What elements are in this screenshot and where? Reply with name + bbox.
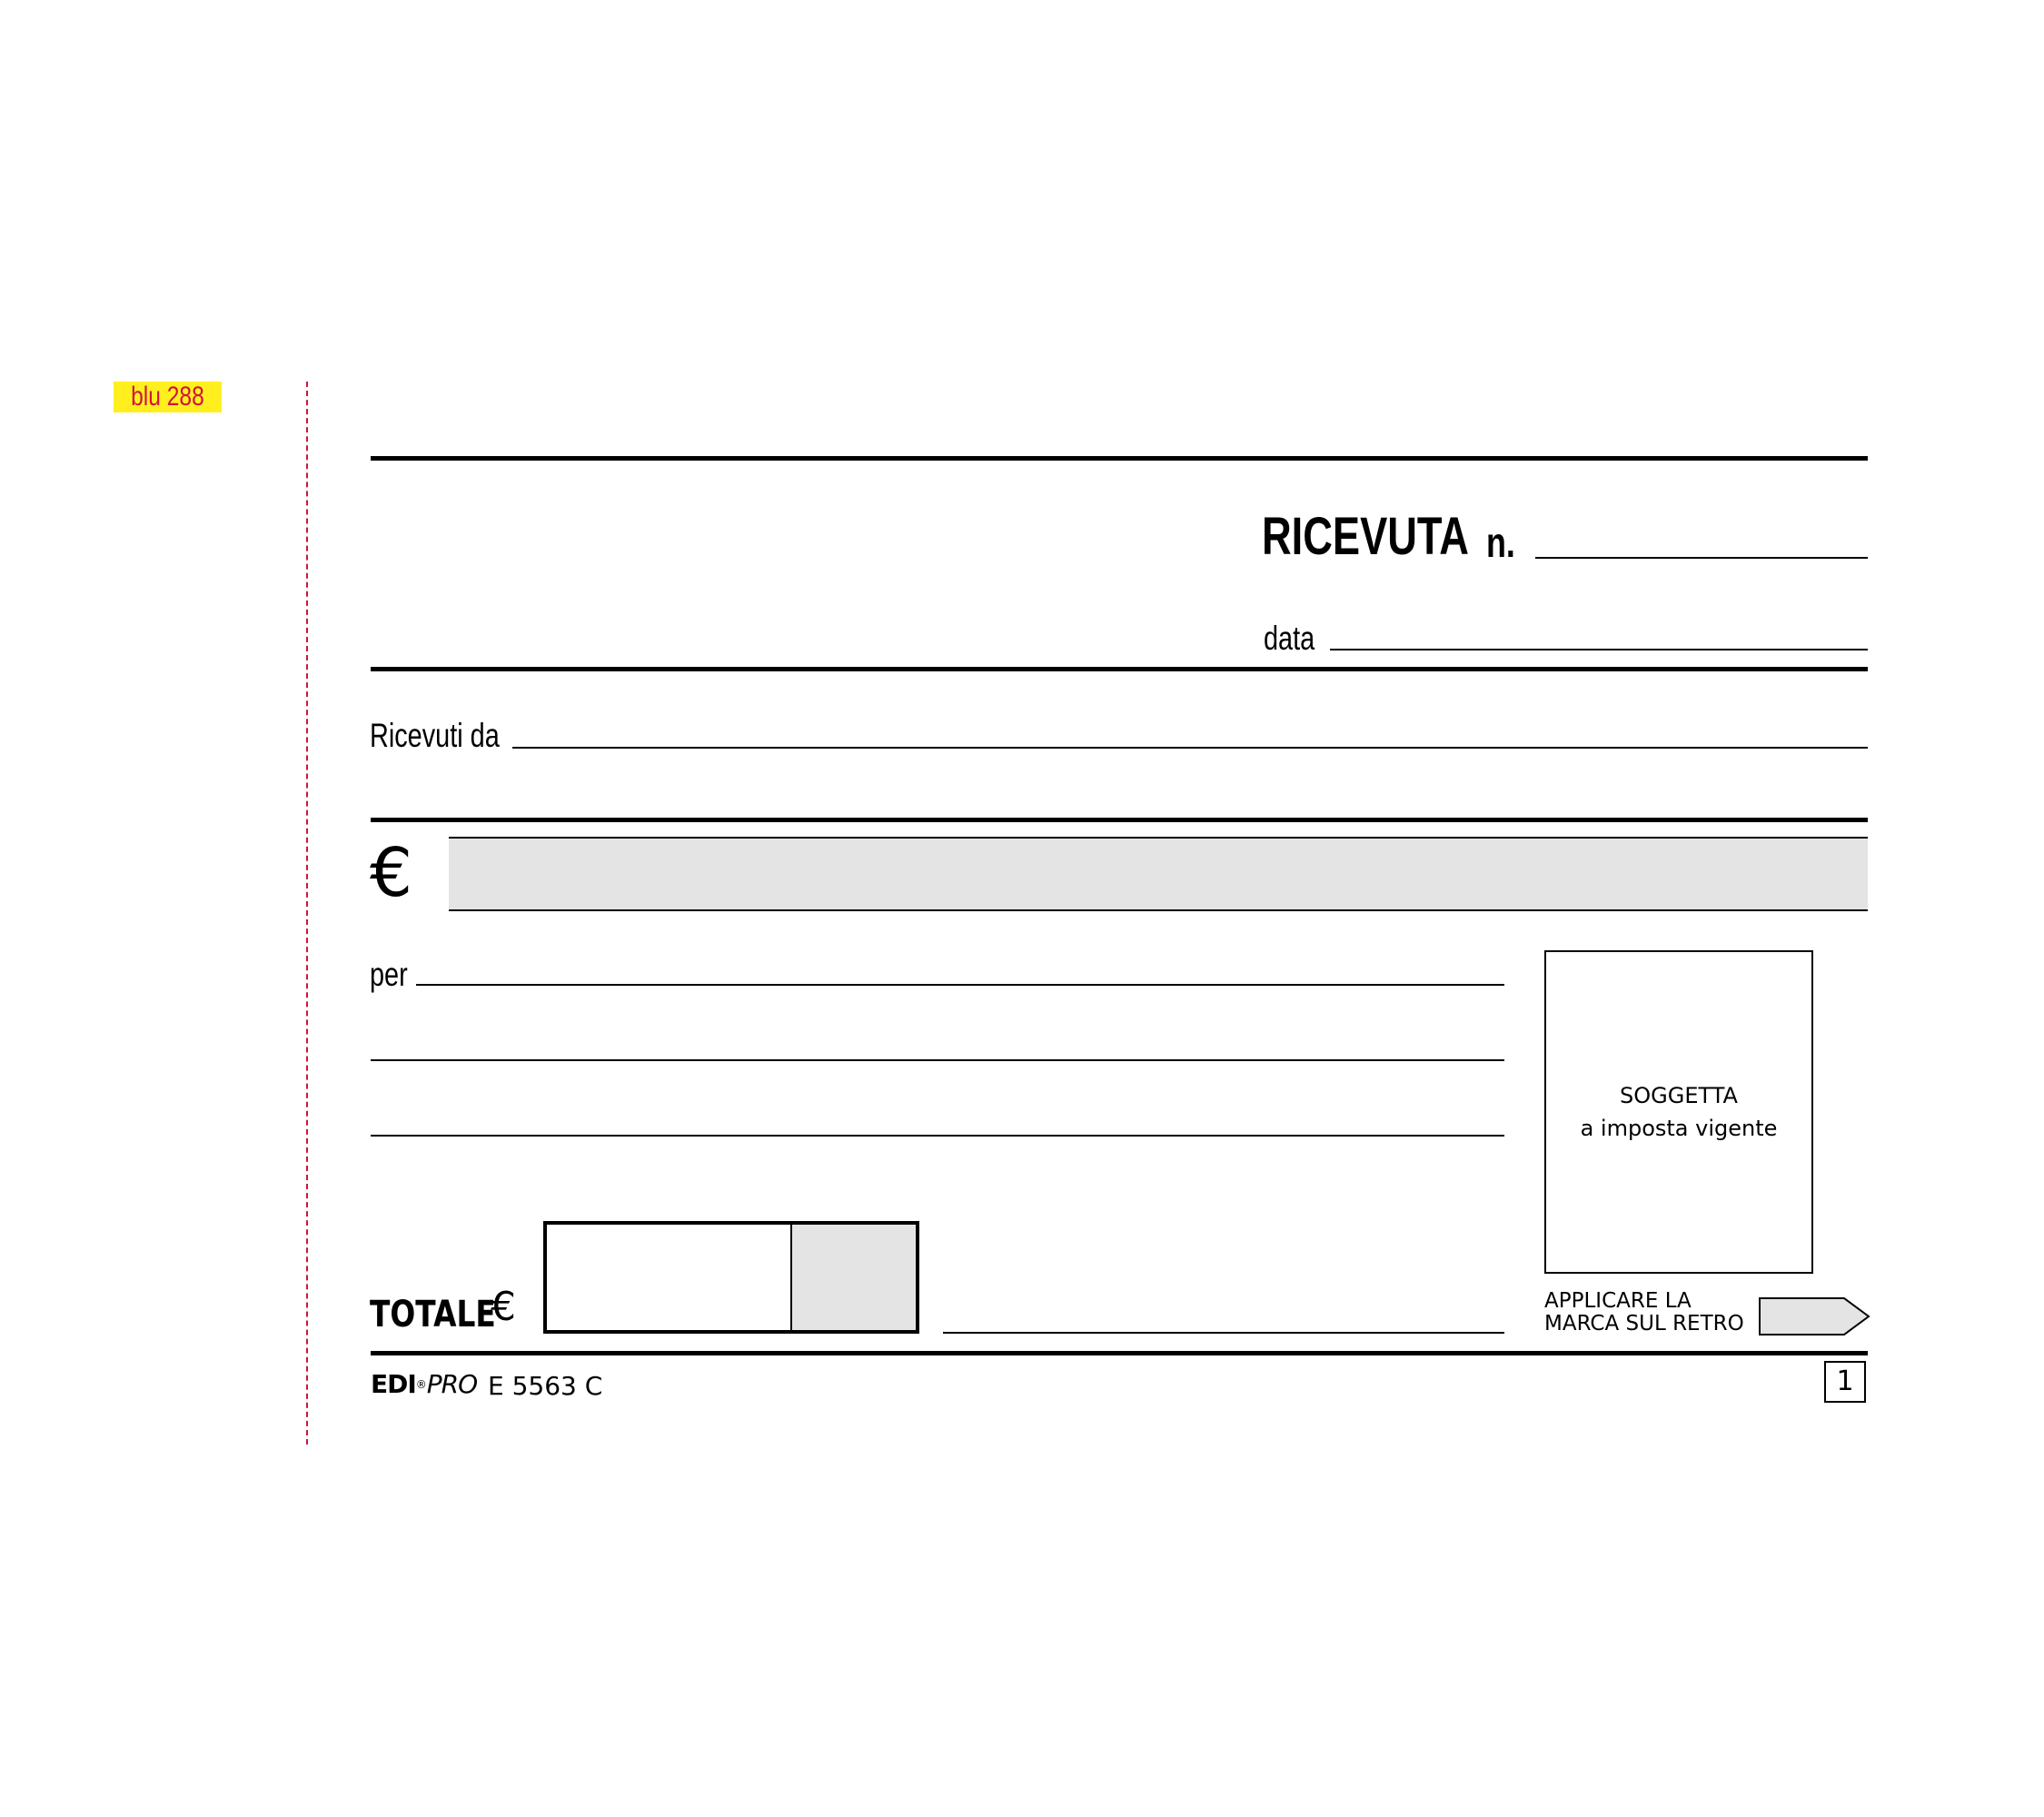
- euro-sign: €: [370, 834, 413, 912]
- product-code: E 5563 C: [488, 1371, 603, 1401]
- top-border: [371, 456, 1868, 461]
- apply-stamp-note: [1544, 1290, 1744, 1335]
- brand-logo: [371, 1370, 477, 1399]
- purpose-line-3[interactable]: [371, 1135, 1504, 1137]
- signature-line[interactable]: [943, 1332, 1504, 1334]
- brand-pro: PRO: [426, 1369, 478, 1399]
- total-decimal-part[interactable]: [792, 1225, 916, 1330]
- date-label: data: [1264, 620, 1315, 657]
- receipt-number-line[interactable]: [1535, 557, 1868, 559]
- apply-stamp-line-1: APPLICARE LA: [1544, 1289, 1692, 1313]
- total-label: TOTALE: [370, 1294, 496, 1335]
- payer-divider: [371, 818, 1868, 822]
- purpose-line-1[interactable]: [416, 984, 1504, 986]
- purpose-line-2[interactable]: [371, 1059, 1504, 1061]
- purpose-label: per: [370, 956, 408, 993]
- revenue-stamp-box: [1544, 950, 1813, 1274]
- received-from-line[interactable]: [512, 747, 1868, 749]
- total-integer-part[interactable]: [547, 1225, 792, 1330]
- arrow-right-icon: [1759, 1296, 1871, 1336]
- stamp-box-line-2: a imposta vigente: [1580, 1116, 1778, 1141]
- copy-number: 1: [1824, 1361, 1866, 1403]
- amount-in-words-field[interactable]: [449, 837, 1868, 911]
- apply-stamp-line-2: MARCA SUL RETRO: [1544, 1312, 1744, 1335]
- date-line[interactable]: [1330, 649, 1868, 650]
- total-amount-field[interactable]: [543, 1221, 919, 1334]
- header-divider: [371, 667, 1868, 671]
- stamp-box-line-1: SOGGETTA: [1620, 1083, 1738, 1108]
- perforation-line: [306, 382, 308, 1445]
- total-euro-sign: €: [491, 1284, 516, 1330]
- brand-registered-mark: ®: [415, 1378, 427, 1391]
- receipt-title: RICEVUTA: [1262, 507, 1469, 566]
- received-from-label: Ricevuti da: [370, 717, 500, 754]
- color-tag: blu 288: [114, 382, 222, 412]
- bottom-border: [371, 1351, 1868, 1355]
- brand-edi: EDI: [371, 1369, 416, 1399]
- receipt-number-label: n.: [1486, 519, 1515, 566]
